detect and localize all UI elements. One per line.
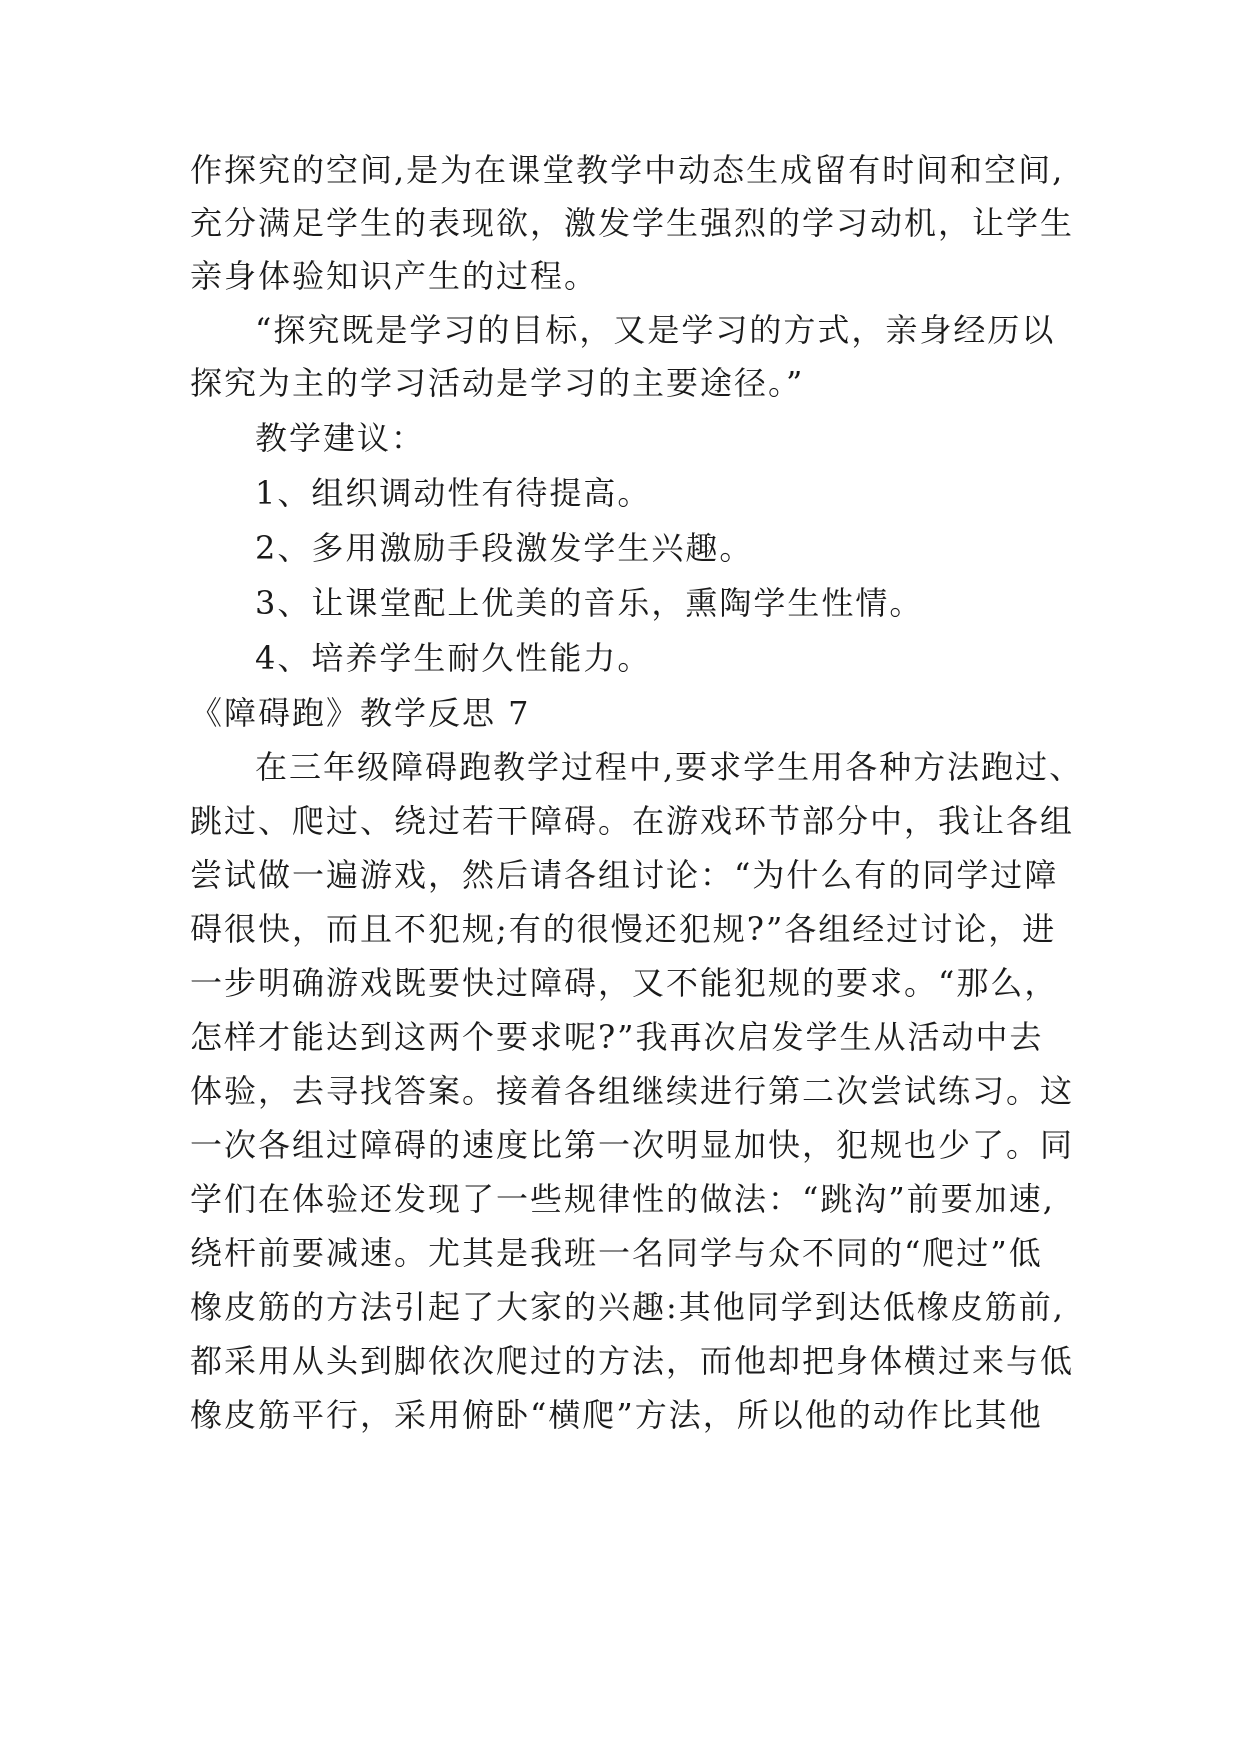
text-line: 在三年级障碍跑教学过程中,要求学生用各种方法跑过、 <box>255 748 1084 786</box>
text-line: 体验，去寻找答案。接着各组继续进行第二次尝试练习。这 <box>190 1072 1075 1110</box>
text-line: 跳过、爬过、绕过若干障碍。在游戏环节部分中，我让各组 <box>190 802 1075 840</box>
text-line: 一步明确游戏既要快过障碍，又不能犯规的要求。“那么， <box>190 964 1059 1002</box>
text-line: 探究为主的学习活动是学习的主要途径。” <box>190 364 805 402</box>
text-line: 碍很快，而且不犯规;有的很慢还犯规?”各组经过讨论，进 <box>190 910 1057 948</box>
text-line: 都采用从头到脚依次爬过的方法，而他却把身体横过来与低 <box>190 1342 1075 1380</box>
text-line: 作探究的空间,是为在课堂教学中动态生成留有时间和空间, <box>190 151 1065 189</box>
suggestion-item: 1、组织调动性有待提高。 <box>255 474 652 512</box>
section-title: 《障碍跑》教学反思 7 <box>190 694 531 732</box>
suggestions-heading: 教学建议： <box>255 419 426 457</box>
text-line: 绕杆前要减速。尤其是我班一名同学与众不同的“爬过”低 <box>190 1234 1043 1272</box>
suggestion-item: 4、培养学生耐久性能力。 <box>255 639 652 677</box>
suggestion-item: 2、多用激励手段激发学生兴趣。 <box>255 529 754 567</box>
text-line: 怎样才能达到这两个要求呢?”我再次启发学生从活动中去 <box>190 1018 1044 1056</box>
text-line: 橡皮筋的方法引起了大家的兴趣:其他同学到达低橡皮筋前, <box>190 1288 1065 1326</box>
text-line: 尝试做一遍游戏，然后请各组讨论：“为什么有的同学过障 <box>190 856 1059 894</box>
text-line: 充分满足学生的表现欲，激发学生强烈的学习动机，让学生 <box>190 204 1075 242</box>
suggestion-item: 3、让课堂配上优美的音乐，熏陶学生性情。 <box>255 584 924 622</box>
text-line: “探究既是学习的目标，又是学习的方式，亲身经历以 <box>255 311 1056 349</box>
text-line: 橡皮筋平行，采用俯卧“横爬”方法，所以他的动作比其他 <box>190 1396 1043 1434</box>
text-line: 学们在体验还发现了一些规律性的做法：“跳沟”前要加速, <box>190 1180 1055 1218</box>
text-line: 一次各组过障碍的速度比第一次明显加快，犯规也少了。同 <box>190 1126 1075 1164</box>
text-line: 亲身体验知识产生的过程。 <box>190 257 599 295</box>
